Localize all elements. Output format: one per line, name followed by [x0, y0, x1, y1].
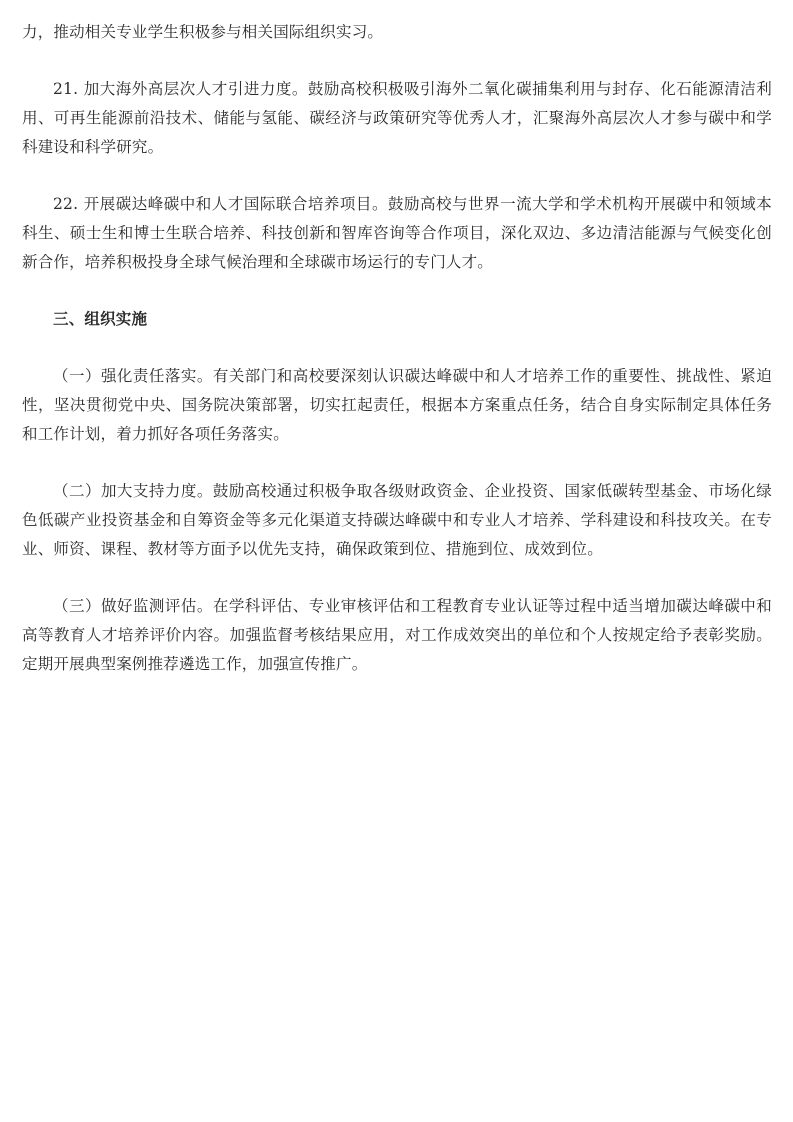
paragraph-continuation: 力，推动相关专业学生积极参与相关国际组织实习。	[22, 23, 384, 41]
paragraph-support: （二）加大支持力度。鼓励高校通过积极争取各级财政资金、企业投资、国家低碳转型基金、市场化绿色低碳产业投资基金和自筹资金等多元化渠道支持碳达峰碳中和专业人才培养、学科建设和科技攻关。在专业、师资、课程、教材等方面予以优先支持，确保政策到位、措施到位、成效到位。	[22, 482, 772, 558]
document-body	[22, 18, 772, 707]
paragraph-responsibility: （一）强化责任落实。有关部门和高校要深刻认识碳达峰碳中和人才培养工作的重要性、挑战性、紧迫性，坚决贯彻党中央、国务院决策部署，切实扛起责任，根据本方案重点任务，结合自身实际制定具体任务和工作计划，着力抓好各项任务落实。	[22, 367, 772, 443]
paragraph-monitoring: （三）做好监测评估。在学科评估、专业审核评估和工程教育专业认证等过程中适当增加碳达峰碳中和高等教育人才培养评价内容。加强监督考核结果应用，对工作成效突出的单位和个人按规定给予表彰奖励。定期开展典型案例推荐遴选工作，加强宣传推广。	[22, 597, 772, 673]
paragraph-item-21: 21. 加大海外高层次人才引进力度。鼓励高校积极吸引海外二氧化碳捕集利用与封存、化石能源清洁利用、可再生能源前沿技术、储能与氢能、碳经济与政策研究等优秀人才，汇聚海外高层次人才参与碳中和学科建设和科学研究。	[22, 80, 772, 156]
paragraph-item-22: 22. 开展碳达峰碳中和人才国际联合培养项目。鼓励高校与世界一流大学和学术机构开展碳中和领域本科生、硕士生和博士生联合培养、科技创新和智库咨询等合作项目，深化双边、多边清洁能源与气候变化创新合作，培养积极投身全球气候治理和全球碳市场运行的专门人才。	[22, 195, 772, 271]
section-heading-organization: 三、组织实施	[53, 310, 148, 328]
